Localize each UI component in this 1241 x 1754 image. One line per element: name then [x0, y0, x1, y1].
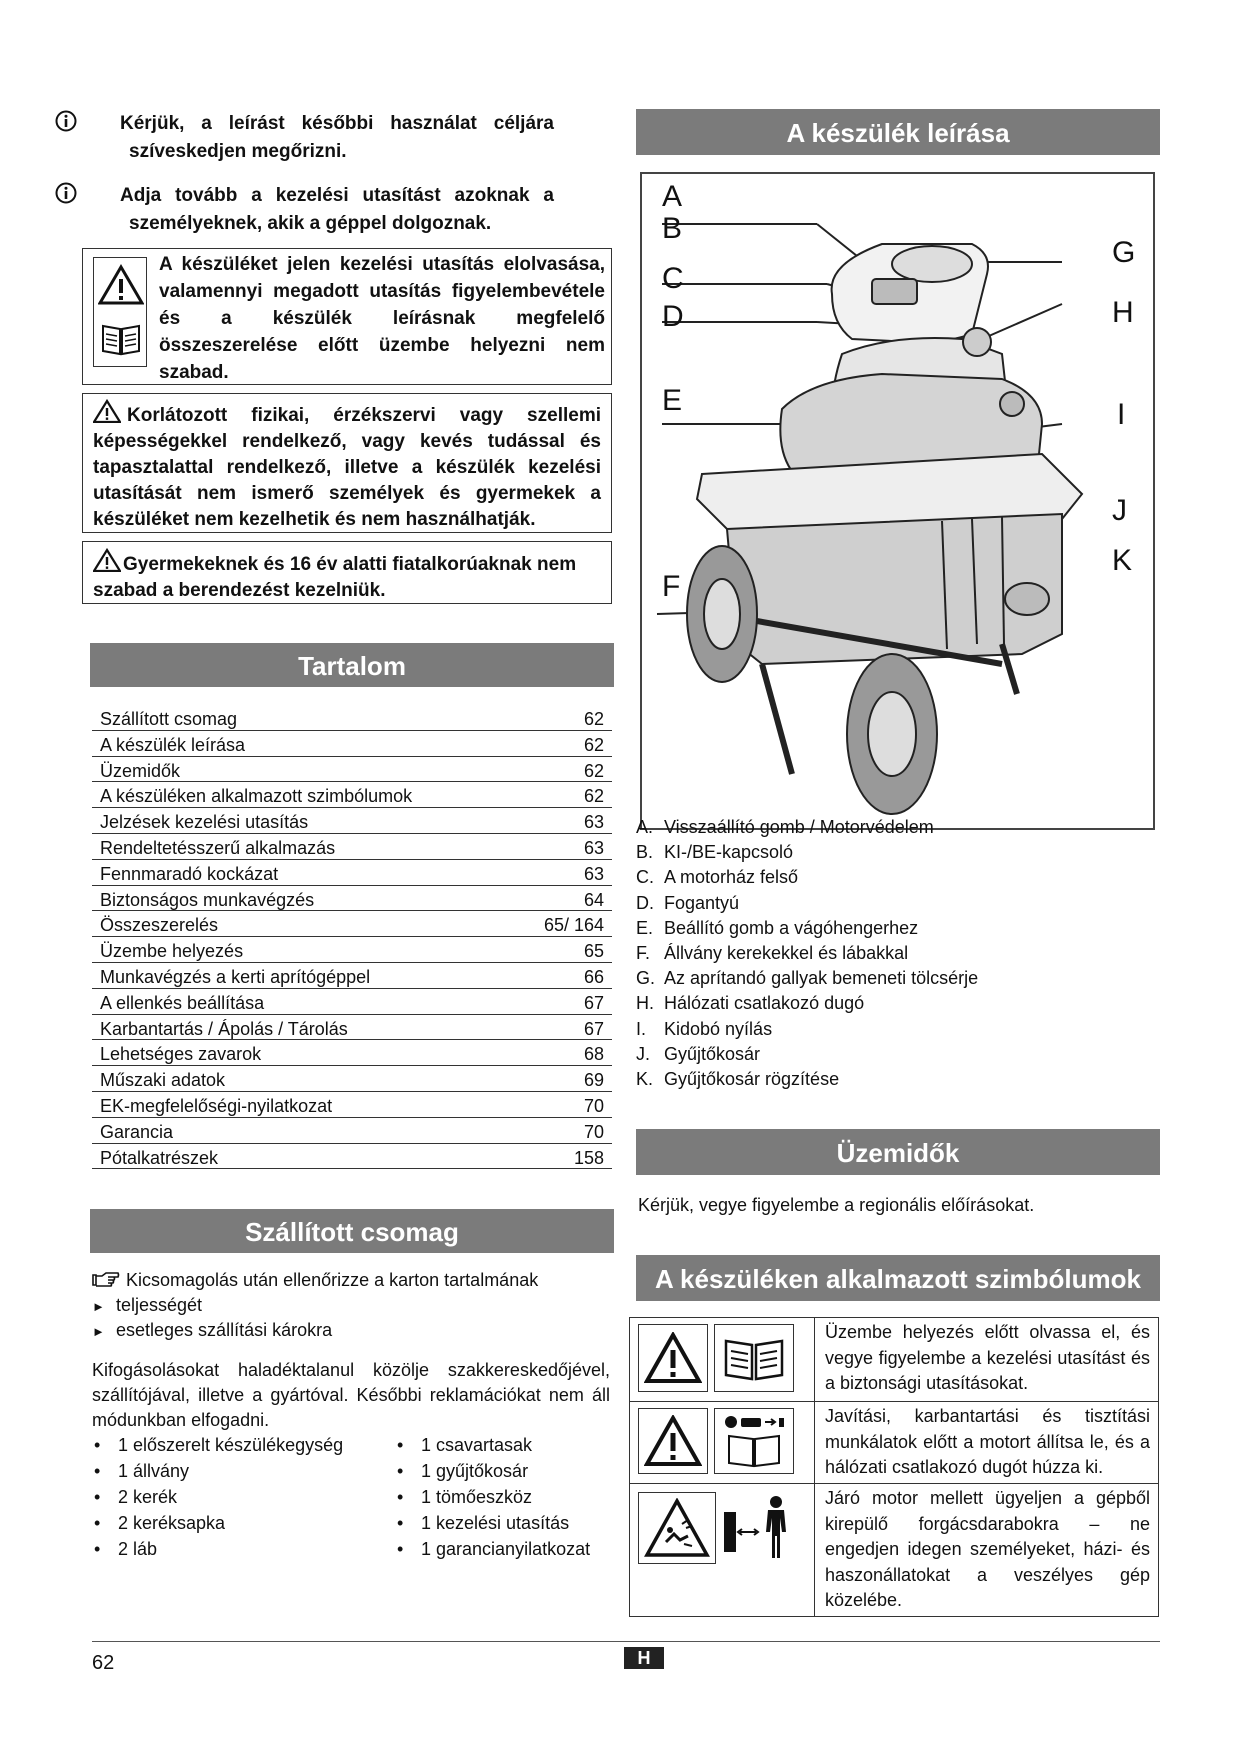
list-item: • 2 láb — [94, 1536, 394, 1562]
country-code-badge: H — [624, 1647, 664, 1669]
toc-row[interactable]: Összeszerelés 65/ 164 — [92, 911, 612, 937]
diagram-label: E — [662, 384, 683, 417]
manual-book-icon — [100, 320, 142, 358]
note-pass-on: Adja tovább a kezelési utasítást azoknak a személyeknek, akik a géppel dolgoznak. — [92, 182, 554, 238]
restricted-persons-box: Korlátozott fizikai, érzékszervi vagy szellemi képességekkel rendelkező, vagy kevés tudással és tapasztalattal rendelkező, illetve a készülék kezelési utasítását nem ismerő személyek és gyermekek a készüléket nem kezelhetik és nem használhatják. — [82, 393, 612, 533]
toc-row[interactable]: Jelzések kezelési utasítás 63 — [92, 808, 612, 834]
legend-item: K. Gyűjtőkosár rögzítése — [636, 1069, 840, 1090]
device-legend — [636, 815, 1156, 1092]
legend-item: E. Beállító gomb a vágóhengerhez — [636, 917, 919, 938]
delivery-heading: Szállított csomag — [90, 1209, 614, 1253]
delivery-check-item: ► esetleges szállítási károkra — [92, 1320, 333, 1340]
toc-row[interactable]: Karbantartás / Ápolás / Tárolás 67 — [92, 1015, 612, 1041]
delivery-check-item: ► teljességét — [92, 1295, 203, 1315]
toc-row[interactable]: Szállított csomag 62 — [92, 705, 612, 731]
pointing-hand-icon — [92, 1271, 120, 1287]
toc-row[interactable]: Üzemidők 62 — [92, 757, 612, 783]
list-item: • 2 keréksapka — [94, 1510, 394, 1536]
toc-row[interactable]: A készüléken alkalmazott szimbólumok 62 — [92, 782, 612, 808]
table-row — [630, 1318, 1159, 1402]
delivery-check-intro: Kicsomagolás után ellenőrizze a karton tartalmának — [92, 1268, 612, 1293]
legend-item: H. Hálózati csatlakozó dugó — [636, 993, 865, 1014]
page-number: 62 — [92, 1652, 115, 1674]
table-row — [630, 1402, 1159, 1484]
list-item: • 1 gyűjtőkosár — [397, 1458, 617, 1484]
toc-row[interactable]: EK-megfelelőségi-nyilatkozat 70 — [92, 1092, 612, 1118]
symbol-unplug-manual — [714, 1408, 794, 1474]
legend-item: C. A motorház felső — [636, 867, 799, 888]
children-warning-box: Gyermekeknek és 16 év alatti fiatalkorúaknak nem szabad a berendezést kezelniük. — [82, 541, 612, 604]
list-item: • 1 kezelési utasítás — [397, 1510, 617, 1536]
list-item: • 1 előszerelt készülékegység — [94, 1432, 394, 1458]
legend-item: B. KI-/BE-kapcsoló — [636, 842, 794, 863]
toc-row[interactable]: Pótalkatrészek 158 — [92, 1144, 612, 1170]
legend-item: G. Az aprítandó gallyak bemeneti tölcsérje — [636, 968, 979, 989]
read-before-text: A készüléket jelen kezelési utasítás elolvasása, valamennyi megadott utasítás figyelembevétele és a készülék leírásnak megfelelő összeszerelése előtt üzembe helyezni nem szabad. — [159, 254, 605, 383]
unplug-before-maintenance-icon — [721, 1412, 787, 1470]
warning-icon-column — [93, 257, 147, 367]
keep-distance-icon — [722, 1494, 794, 1562]
legend-item: A. Visszaállító gomb / Motorvédelem — [636, 817, 934, 837]
warning-triangle-icon — [93, 399, 121, 423]
warning-triangle-icon — [98, 264, 144, 306]
toc-row[interactable]: Lehetséges zavarok 68 — [92, 1040, 612, 1066]
legend-item: I. Kidobó nyílás — [636, 1018, 773, 1039]
footer-rule — [92, 1641, 1160, 1642]
garden-shredder-drawing — [642, 174, 1153, 828]
toc-row[interactable]: Fennmaradó kockázat 63 — [92, 860, 612, 886]
toc-table — [92, 705, 612, 1169]
diagram-label: A — [662, 180, 683, 213]
delivery-list-col1 — [94, 1432, 394, 1562]
toc-heading: Tartalom — [90, 643, 614, 687]
delivery-list-col2 — [397, 1432, 617, 1562]
toc-row[interactable]: Műszaki adatok 69 — [92, 1066, 612, 1092]
warning-triangle-icon — [644, 1332, 702, 1384]
symbol-warning — [638, 1408, 708, 1474]
manual-book-icon — [722, 1333, 786, 1383]
list-item: • 1 állvány — [94, 1458, 394, 1484]
operating-times-heading: Üzemidők — [636, 1129, 1160, 1175]
symbol-text: Járó motor mellett ügyeljen a gépből kirepülő forgácsdarabokra – ne engedjen idegen személyeket, házi- és haszonállatokat a veszélyes gép közelébe. — [815, 1484, 1159, 1617]
warning-triangle-icon — [93, 548, 121, 572]
symbol-text: Üzembe helyezés előtt olvassa el, és vegye figyelembe a kezelési utasítást és a biztonsági utasításokat. — [815, 1318, 1159, 1402]
warning-triangle-icon — [644, 1415, 702, 1467]
read-before-warning-box — [82, 248, 612, 385]
toc-row[interactable]: A készülék leírása 62 — [92, 731, 612, 757]
symbol-read-manual — [714, 1324, 794, 1392]
list-item: • 1 tömőeszköz — [397, 1484, 617, 1510]
device-description-heading: A készülék leírása — [636, 109, 1160, 155]
diagram-label: C — [662, 262, 684, 295]
note-keep-manual: Kérjük, a leírást későbbi használat céljára szíveskedjen megőrizni. — [92, 110, 554, 166]
flying-debris-warning-icon — [644, 1498, 710, 1558]
list-item: • 1 csavartasak — [397, 1432, 617, 1458]
legend-item: D. Fogantyú — [636, 892, 740, 913]
diagram-label: I — [1117, 398, 1126, 431]
table-row — [630, 1484, 1159, 1617]
operating-times-text: Kérjük, vegye figyelembe a regionális előírásokat. — [638, 1195, 1035, 1215]
diagram-label: J — [1112, 494, 1127, 527]
toc-row[interactable]: Biztonságos munkavégzés 64 — [92, 886, 612, 912]
list-item: • 1 garancianyilatkozat — [397, 1536, 617, 1562]
diagram-label: F — [662, 570, 681, 603]
symbol-text: Javítási, karbantartási és tisztítási munkálatok előtt a motort állítsa le, és a hálózati csatlakozó dugót húzza ki. — [815, 1402, 1159, 1484]
diagram-label: H — [1112, 296, 1134, 329]
delivery-paragraph: Kifogásolásokat haladéktalanul közölje szakkereskedőjével, szállítójával, illetve a gyártóval. Későbbi reklamációkat nem áll módunkban elfogadni. — [92, 1360, 610, 1430]
list-item: • 2 kerék — [94, 1484, 394, 1510]
symbol-flying-debris — [638, 1492, 716, 1564]
symbols-table — [629, 1317, 1159, 1617]
diagram-label: K — [1112, 544, 1133, 577]
info-icon — [92, 182, 114, 204]
toc-row[interactable]: Garancia 70 — [92, 1118, 612, 1144]
toc-row[interactable]: A ellenkés beállítása 67 — [92, 989, 612, 1015]
symbol-keep-distance — [722, 1492, 794, 1564]
shredder-illustration — [640, 172, 1155, 830]
legend-item: F. Állvány kerekekkel és lábakkal — [636, 943, 909, 964]
toc-row[interactable]: Munkavégzés a kerti aprítógéppel 66 — [92, 963, 612, 989]
diagram-label: D — [662, 300, 684, 333]
symbol-warning — [638, 1324, 708, 1392]
symbols-heading: A készüléken alkalmazott szimbólumok — [636, 1255, 1160, 1301]
legend-item: J. Gyűjtőkosár — [636, 1043, 761, 1064]
diagram-label: G — [1112, 236, 1136, 269]
info-icon — [92, 110, 114, 132]
toc-row[interactable]: Rendeltetésszerű alkalmazás 63 — [92, 834, 612, 860]
diagram-label: B — [662, 212, 683, 245]
toc-row[interactable]: Üzembe helyezés 65 — [92, 937, 612, 963]
